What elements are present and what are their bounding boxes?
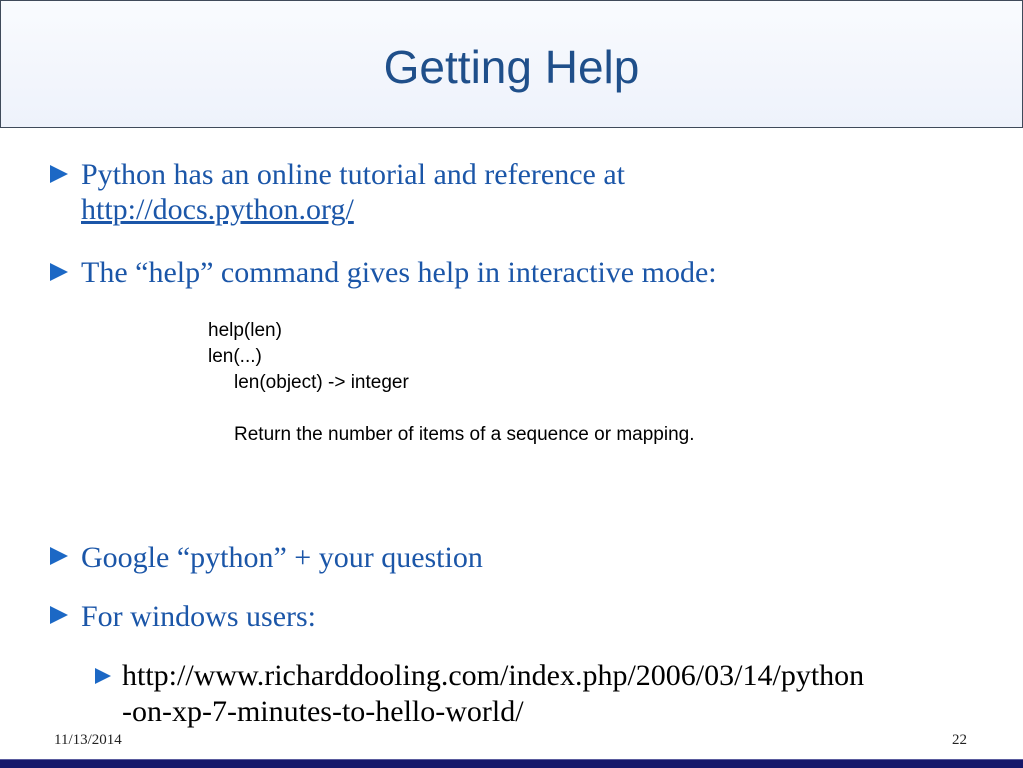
sub-bullet-marker-icon: [95, 668, 111, 684]
footer-page-number: 22: [952, 732, 967, 748]
docs-python-link[interactable]: http://docs.python.org/: [81, 193, 354, 226]
slide-title: Getting Help: [383, 41, 640, 93]
bullet-google: [81, 540, 483, 575]
bullet-marker-icon: [50, 165, 68, 183]
help-output-code: [208, 318, 694, 448]
bullet-text: For windows users:: [81, 600, 317, 633]
bullet-windows-users: [81, 599, 316, 634]
footer-date: 11/13/2014: [54, 732, 122, 748]
code-line: Return the number of items of a sequence or mapping.: [234, 424, 695, 445]
bullet-text: The “help” command gives help in interactive mode:: [81, 256, 717, 289]
bullet-text: Python has an online tutorial and reference at: [81, 158, 625, 191]
bullet-online-tutorial: [81, 157, 625, 227]
sub-bullet-line: http://www.richarddooling.com/index.php/2006/03/14/python: [122, 659, 865, 692]
title-box: [0, 0, 1023, 128]
code-blank-line: [208, 396, 694, 422]
sub-bullet-windows-link[interactable]: [122, 658, 982, 730]
code-line: len(object) -> integer: [234, 372, 409, 393]
bullet-marker-icon: [50, 606, 68, 624]
code-line: len(...): [208, 346, 262, 367]
code-line: help(len): [208, 320, 282, 341]
bullet-marker-icon: [50, 547, 68, 565]
bullet-marker-icon: [50, 263, 68, 281]
bullet-text: Google “python” + your question: [81, 541, 483, 574]
sub-bullet-line: -on-xp-7-minutes-to-hello-world/: [122, 695, 524, 728]
bullet-help-command: [81, 255, 717, 290]
